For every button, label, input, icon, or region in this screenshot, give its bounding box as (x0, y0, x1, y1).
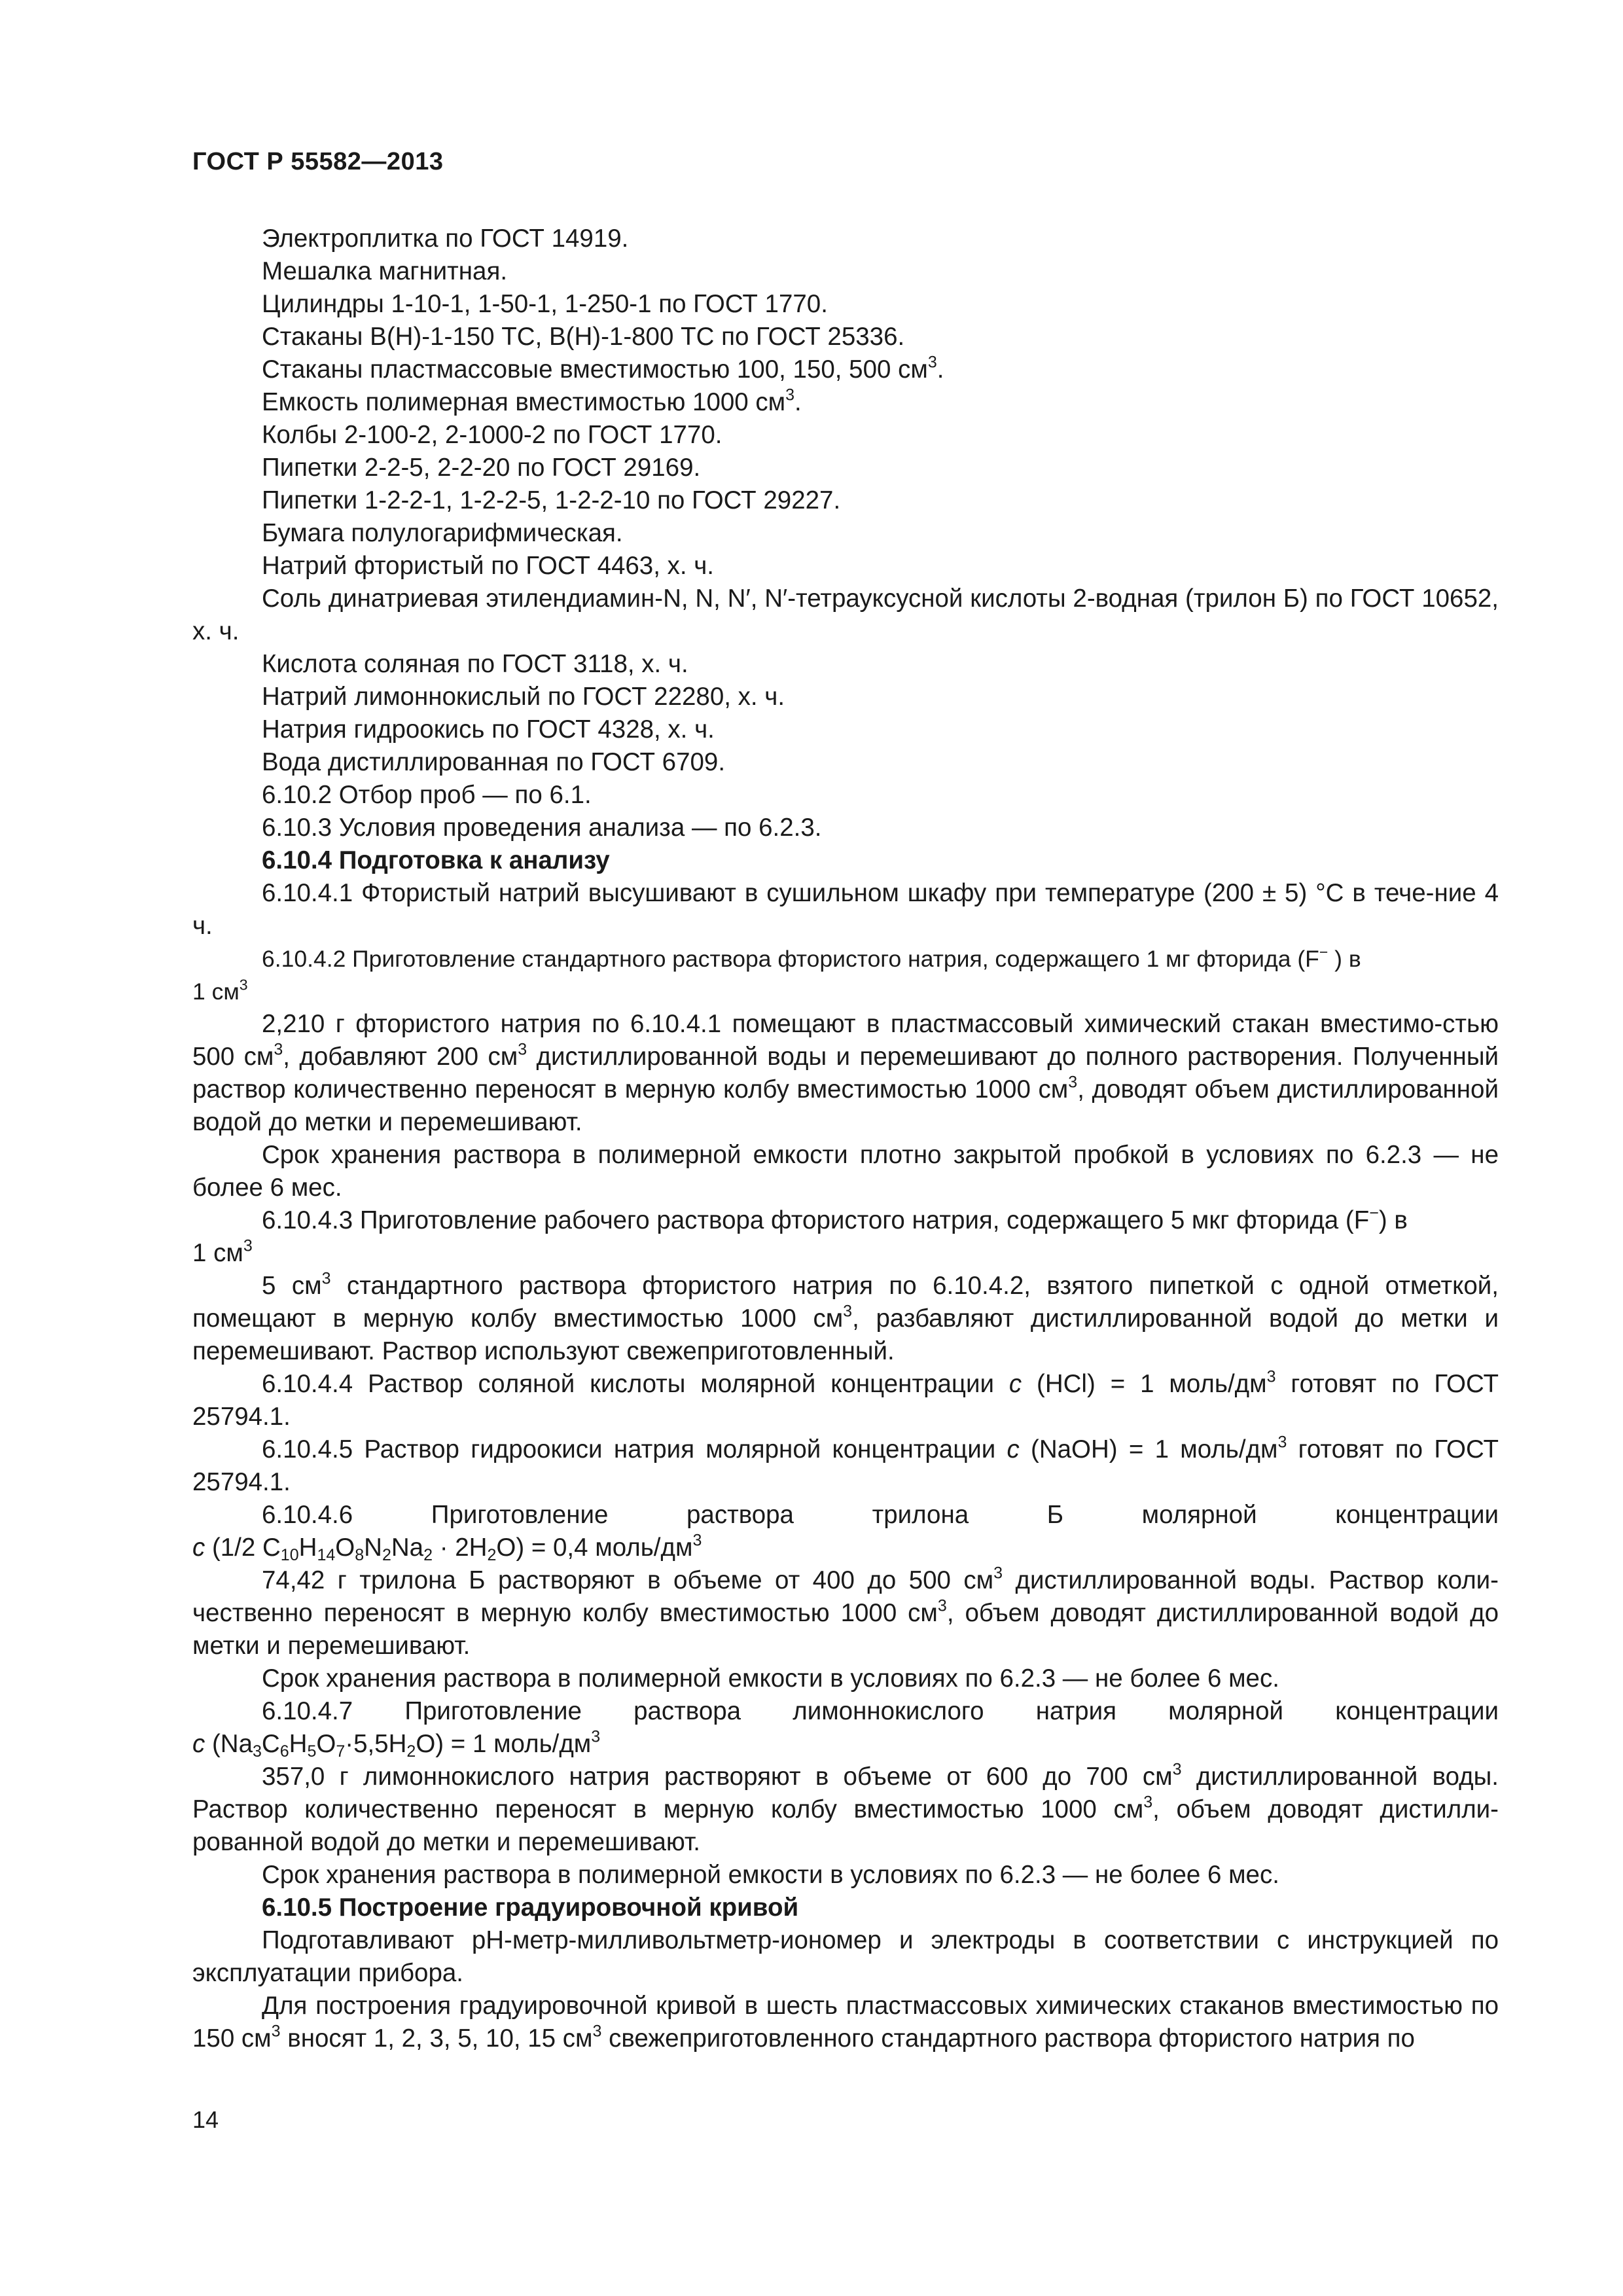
list-item: Стаканы В(Н)-1-150 ТС, В(Н)-1-800 ТС по ГОСТ 25336. (262, 323, 905, 351)
formula-citrate: с $(Na_3C_6H_5O_7\cdot 5,5H_2O) = 1$ моль/$дм^3$ (192, 1727, 601, 1761)
paragraph-storage-2: Срок хранения раствора в полимерной емкости в условиях по 6.2.3 — не более 6 мес. (262, 1664, 1279, 1693)
paragraph-6-10-3: 6.10.3 Условия проведения анализа — по 6.2.3. (262, 814, 822, 842)
paragraph-3570: 357,0 г лимоннокислого натрия растворяют в объеме от 600 до 700 $см^3$ дистиллированной воды. Раствор количественно переносят в мерную колбу вместимостью 1000 $см^3$, объем доводят дистилли-рованной водой до метки и перемешивают. (192, 1760, 1499, 1856)
paragraph-6-10-4-5: 6.10.4.5 Раствор гидроокиси натрия молярной концентрации с (NaOH) = 1 моль/$дм^3$ готовят по ГОСТ 25794.1. (192, 1433, 1499, 1496)
paragraph-5cm: 5 $см^3$ стандартного раствора фтористого натрия по 6.10.4.2, взятого пипеткой с одной отметкой, помещают в мерную колбу вместимостью 1000 $см^3$, разбавляют дистиллированной водой до метки и перемешивают. Раствор используют свежеприготовленный. (192, 1269, 1499, 1365)
document-header: ГОСТ Р 55582—2013 (192, 148, 444, 175)
paragraph-6-10-4-2: 6.10.4.2 Приготовление стандартного раствора фтористого натрия, содержащего 1 мг фторида (F− ) в 1 $см^3$ (192, 943, 1361, 1005)
paragraph-6-10-4-7: 6.10.4.7 Приготовление раствора лимоннокислого натрия молярной концентрации (262, 1697, 1499, 1725)
document-body (192, 223, 1499, 2055)
paragraph-7442: 74,42 г трилона Б растворяют в объеме от 400 до 500 $см^3$ дистиллированной воды. Раствор коли-чественно переносят в мерную колбу вместимостью 1000 $см^3$, объем доводят дистиллированной водой до метки и перемешивают. (192, 1564, 1499, 1660)
list-item: Емкость полимерная вместимостью 1000 $см^3$. (262, 386, 802, 416)
list-item: Пипетки 2-2-5, 2-2-20 по ГОСТ 29169. (262, 454, 701, 482)
formula-trilon: с (1/2 $С_{10}H_{14}O_8N_2Na_2 \cdot 2H_2O) = 0,4$ моль/$дм^3$ (192, 1531, 702, 1564)
list-item: Натрий фтористый по ГОСТ 4463, х. ч. (262, 552, 715, 580)
paragraph-storage-1: Срок хранения раствора в полимерной емкости плотно закрытой пробкой в условиях по 6.2.3 — не более 6 мес. (192, 1141, 1499, 1202)
paragraph-6-10-4-3: 6.10.4.3 Приготовление рабочего раствора фтористого натрия, содержащего 5 мкг фторида (F−) в 1 $см^3$ (192, 1204, 1408, 1267)
list-item: Цилиндры 1-10-1, 1-50-1, 1-250-1 по ГОСТ 1770. (262, 290, 828, 318)
list-item: Электроплитка по ГОСТ 14919. (262, 224, 629, 253)
paragraph-6-10-4-1: 6.10.4.1 Фтористый натрий высушивают в сушильном шкафу при температуре (200 ± 5) °С в тече-ние 4 ч. (192, 879, 1499, 940)
list-item: Натрий лимоннокислый по ГОСТ 22280, х. ч. (262, 683, 785, 711)
paragraph-6-10-4-4: 6.10.4.4 Раствор соляной кислоты молярной концентрации с (HCl) = 1 моль/$дм^3$ готовят по ГОСТ 25794.1. (192, 1367, 1499, 1431)
list-item: Мешалка магнитная. (262, 257, 508, 285)
list-item: Стаканы пластмассовые вместимостью 100, 150, 500 $см^3$. (262, 353, 944, 384)
list-item: Кислота соляная по ГОСТ 3118, х. ч. (262, 650, 688, 678)
paragraph-storage-3: Срок хранения раствора в полимерной емкости в условиях по 6.2.3 — не более 6 мес. (262, 1861, 1279, 1889)
list-item: Колбы 2-100-2, 2-1000-2 по ГОСТ 1770. (262, 421, 722, 449)
paragraph-ph-meter: Подготавливают рН-метр-милливольтметр-иономер и электроды в соответствии с инструкцией по эксплуатации прибора. (192, 1926, 1499, 1987)
paragraph-6-10-2: 6.10.2 Отбор проб — по 6.1. (262, 781, 592, 809)
paragraph-calibration: Для построения градуировочной кривой в шесть пластмассовых химических стаканов вместимостью по 150 $см^3$ вносят 1, 2, 3, 5, 10, 15 $см^3$ свежеприготовленного стандартного раствора фтористого натрия по (192, 1992, 1499, 2053)
paragraph-6-10-4-6: 6.10.4.6 Приготовление раствора трилона Б молярной концентрации (262, 1501, 1499, 1529)
list-item: Пипетки 1-2-2-1, 1-2-2-5, 1-2-2-10 по ГОСТ 29227. (262, 486, 841, 514)
list-item: Бумага полулогарифмическая. (262, 519, 623, 547)
section-heading-6-10-4: 6.10.4 Подготовка к анализу (262, 846, 610, 874)
list-item: Натрия гидроокись по ГОСТ 4328, х. ч. (262, 715, 715, 744)
section-heading-6-10-5: 6.10.5 Построение градуировочной кривой (262, 1893, 799, 1922)
paragraph-2210: 2,210 г фтористого натрия по 6.10.4.1 помещают в пластмассовый химический стакан вместимо-стью 500 $см^3$, добавляют 200 $см^3$ дистиллированной воды и перемешивают до полного растворения. Полученный раствор количественно переносят в мерную колбу вместимостью 1000 $см^3$, доводят объем дистиллированной водой до метки и перемешивают. (192, 1010, 1499, 1136)
list-item: Соль динатриевая этилендиамин-N, N, N′, N′-тетрауксусной кислоты 2-водная (трилон Б) по ГОСТ 10652, х. ч. (192, 584, 1499, 645)
list-item: Вода дистиллированная по ГОСТ 6709. (262, 748, 726, 776)
page-number: 14 (192, 2106, 219, 2133)
